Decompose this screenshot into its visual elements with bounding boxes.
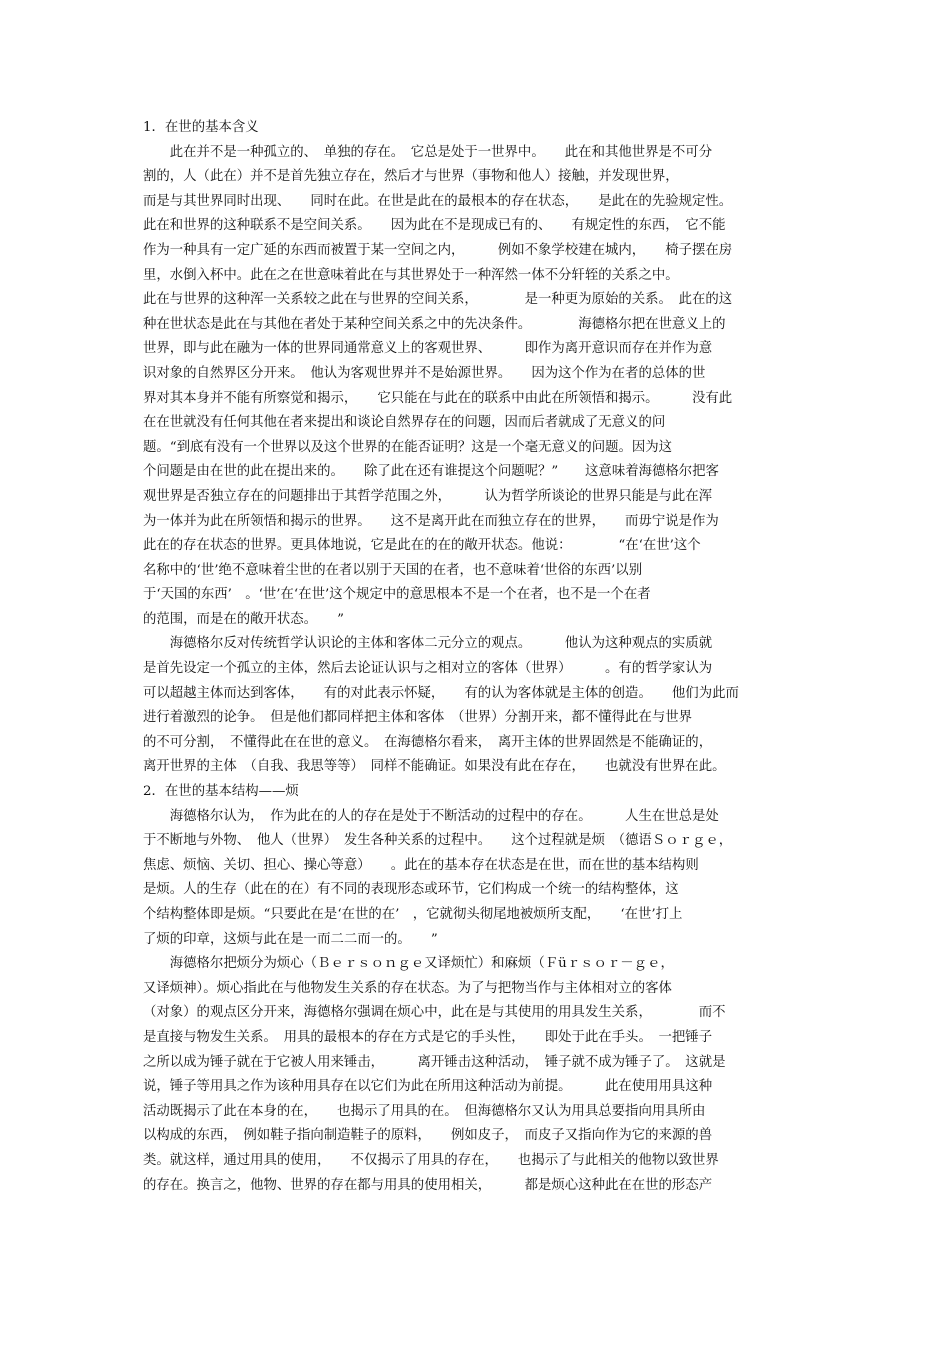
text-line: 进行着激烈的论争。 但是他们都同样把主体和客体 （世界）分割开来，都不懂得此在与世界	[143, 710, 693, 726]
text-line: 个问题是由在世的此在提出来的。 除了此在还有谁提这个问题呢？” 这意味着海德格尔把客	[143, 464, 719, 480]
document-body	[143, 116, 813, 1198]
text-line: 的范围，而是在的敞开状态。 ”	[143, 611, 345, 627]
text-line: 可以超越主体而达到客体， 有的对此表示怀疑， 有的认为客体就是主体的创造。 他们为此而	[143, 685, 739, 701]
text-line: 观世界是否独立存在的问题排出于其哲学范围之外， 认为哲学所谈论的世界只能是与此在浑	[143, 488, 713, 504]
text-line: 里，水倒入杯中。此在之在世意味着此在与其世界处于一种浑然一体不分轩轾的关系之中。	[143, 267, 679, 283]
text-line: 是烦。人的生存（此在的在）有不同的表现形态或环节，它们构成一个统一的结构整体，这	[143, 882, 679, 898]
text-line: 于不断地与外物、 他人（世界） 发生各种关系的过程中。 这个过程就是烦 （德语Ｓｏｒｇｅ，	[143, 833, 733, 849]
text-line: 而是与其世界同时出现、 同时在此。在世是此在的最根本的存在状态， 是此在的先验规定性。	[143, 193, 733, 209]
text-line: 种在世状态是此在与其他在者处于某种空间关系之中的先决条件。 海德格尔把在世意义上的	[143, 316, 726, 332]
text-line: 为一体并为此在所领悟和揭示的世界。 这不是离开此在而独立存在的世界， 而毋宁说是作为	[143, 513, 719, 529]
text-line: 离开世界的主体 （自我、我思等等） 同样不能确证。如果没有此在存在， 也就没有世界在此。	[143, 759, 726, 775]
text-line: 以构成的东西， 例如鞋子指向制造鞋子的原料， 例如皮子， 而皮子又指向作为它的来源的兽	[143, 1128, 713, 1144]
text-line: 此在和世界的这种联系不是空间关系。 因为此在不是现成已有的、 有规定性的东西， 它不能	[143, 218, 726, 234]
text-line: 世界，即与此在融为一体的世界同通常意义上的客观世界、 即作为离开意识而存在并作为意	[143, 341, 713, 357]
text-line: 说，锤子等用具之作为该种用具存在以它们为此在所用这种活动为前提。 此在使用用具这种	[143, 1079, 713, 1095]
text-line: 了烦的印章，这烦与此在是一而二二而一的。 ”	[143, 931, 438, 947]
text-line: 界对其本身并不能有所察觉和揭示， 它只能在与此在的联系中由此在所领悟和揭示。 没有此	[143, 390, 733, 406]
text-line: 类。就这样，通过用具的使用， 不仅揭示了用具的存在， 也揭示了与此相关的他物以致世界	[143, 1152, 719, 1168]
text-line: 于‘天国的东西’ 。‘世’在‘在世’这个规定中的意思根本不是一个在者，也不是一个在者	[143, 587, 651, 603]
text-line: 此在并不是一种孤立的、 单独的存在。 它总是处于一世界中。 此在和其他世界是不可分	[143, 144, 713, 160]
text-line: 个结构整体即是烦。“只要此在是‘在世的在’ ，它就彻头彻尾地被烦所支配， ‘在世’打上	[143, 907, 683, 922]
text-line: 活动既揭示了此在本身的在， 也揭示了用具的在。 但海德格尔又认为用具总要指向用具所由	[143, 1103, 706, 1119]
text-line: 此在与世界的这种浑一关系较之此在与世界的空间关系， 是一种更为原始的关系。 此在的这	[143, 292, 733, 308]
text-line: 又译烦神）。烦心指此在与他物发生关系的存在状态。为了与把物当作与主体相对立的客体	[143, 980, 672, 996]
text-line: 的存在。换言之，他物、世界的存在都与用具的使用相关， 都是烦心这种此在在世的形态产	[143, 1177, 713, 1193]
text-line: 割的，人（此在）并不是首先独立存在，然后才与世界（事物和他人）接触，并发现世界，	[143, 169, 679, 185]
text-line: 此在的存在状态的世界。更具体地说，它是此在的在的敞开状态。他说： “在‘在世’这个	[143, 538, 701, 554]
text-line: 是直接与物发生关系。 用具的最根本的存在方式是它的手头性， 即处于此在手头。 一把锤子	[143, 1029, 713, 1045]
text-line: 的不可分割， 不懂得此在在世的意义。 在海德格尔看来， 离开主体的世界固然是不能确证的，	[143, 734, 713, 750]
text-line: 之所以成为锤子就在于它被人用来锤击， 离开锤击这种活动， 锤子就不成为锤子了。 这就是	[143, 1054, 726, 1070]
text-line: 海德格尔认为， 作为此在的人的存在是处于不断活动的过程中的存在。 人生在世总是处	[143, 808, 719, 824]
text-line: 海德格尔把烦分为烦心（Ｂｅｒｓｏｎｇｅ又译烦忙）和麻烦（Ｆüｒｓｏｒ－ｇｅ，	[143, 956, 674, 972]
text-line: 1．在世的基本含义	[143, 120, 259, 135]
text-line: 题。“到底有没有一个世界以及这个世界的在能否证明？这是一个毫无意义的问题。因为这	[143, 439, 673, 455]
text-line: （对象）的观点区分开来，海德格尔强调在烦心中，此在是与其使用的用具发生关系， 而不	[143, 1005, 726, 1021]
text-line: 焦虑、烦恼、关切、担心、操心等意） 。此在的基本存在状态是在世，而在世的基本结构则	[143, 857, 699, 873]
text-line: 2．在世的基本结构——烦	[143, 784, 299, 800]
text-line: 作为一种具有一定广延的东西而被置于某一空间之内， 例如不象学校建在城内， 椅子摆在房	[143, 242, 733, 258]
text-line: 名称中的‘世’绝不意味着尘世的在者以别于天国的在者，也不意味着‘世俗的东西’以别	[143, 562, 643, 578]
text-line: 在在世就没有任何其他在者来提出和谈论自然界存在的问题，因而后者就成了无意义的问	[143, 415, 666, 431]
text-line: 是首先设定一个孤立的主体，然后去论证认识与之相对立的客体（世界） 。有的哲学家认为	[143, 661, 713, 677]
text-line: 海德格尔反对传统哲学认识论的主体和客体二元分立的观点。 他认为这种观点的实质就	[143, 636, 713, 652]
text-line: 识对象的自然界区分开来。 他认为客观世界并不是始源世界。 因为这个作为在者的总体的世	[143, 365, 706, 381]
